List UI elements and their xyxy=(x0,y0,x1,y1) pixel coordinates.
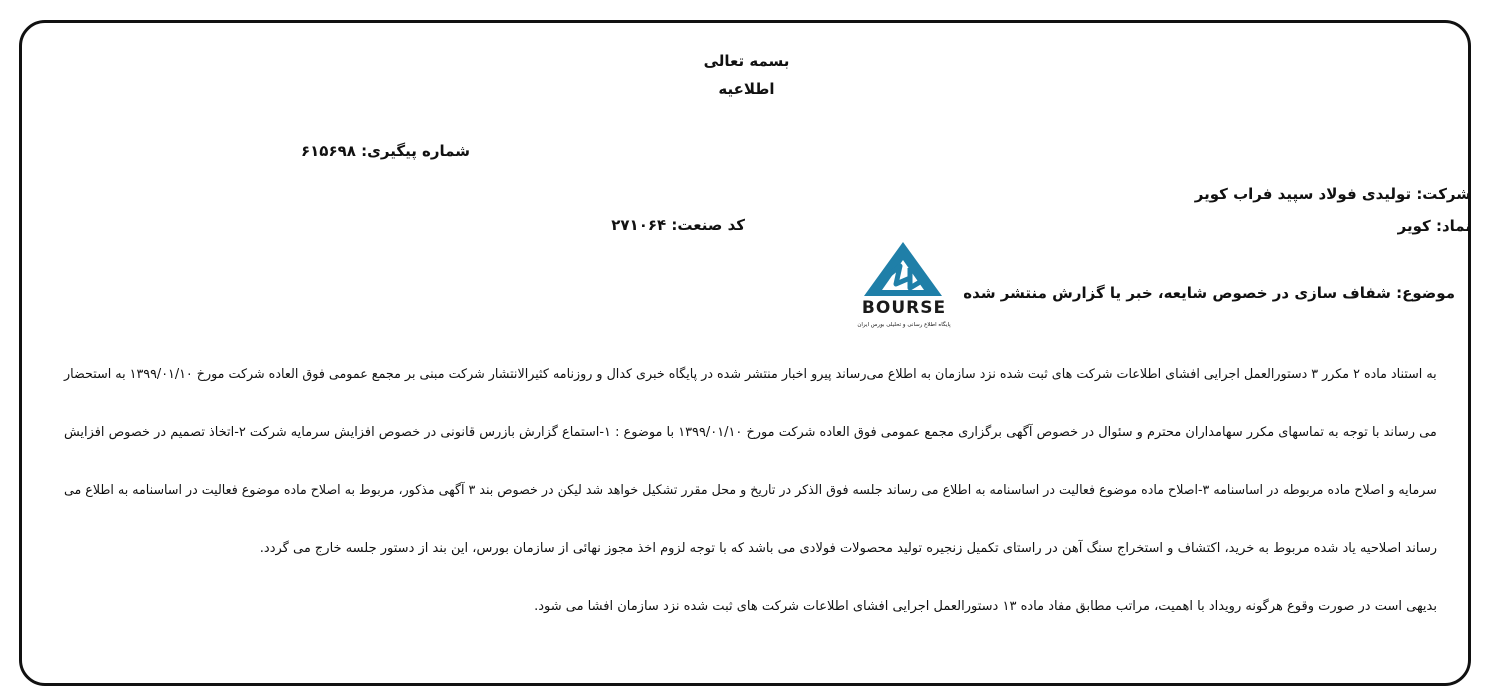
logo-caption: پایگاه اطلاع رسانی و تحلیلی بورس ایران xyxy=(857,322,951,328)
company-row xyxy=(1195,185,1471,203)
body-line-2: می رساند با توجه به تماسهای مکرر سهامداران محترم و سئوال در خصوص آگهی برگزاری مجمع عمومی فوق العاده شرکت مورخ ۱۳۹۹/۰۱/۱۰ با موضوع : ۱-استماع گزارش بازرس قانونی در خصوص افزایش سرمایه شرکت ۲-اتخاذ تصمیم در خصوص افزایش xyxy=(64,425,1437,440)
symbol-row xyxy=(1398,217,1471,235)
industry-code-label: کد صنعت: xyxy=(671,216,745,234)
bourse-logo xyxy=(846,238,964,330)
notice-frame xyxy=(19,20,1471,686)
industry-code-row xyxy=(611,216,745,234)
company-name: تولیدی فولاد سپید فراب کویر xyxy=(1194,185,1412,203)
subject-label: موضوع: xyxy=(1396,284,1455,302)
basmala-heading: بسمه تعالی xyxy=(703,52,790,70)
subject-value: شفاف سازی در خصوص شایعه، خبر یا گزارش منتشر شده xyxy=(963,284,1391,302)
symbol-value: کویر xyxy=(1397,217,1431,235)
body-line-5: بدیهی است در صورت وقوع هرگونه رویداد با اهمیت، مراتب مطابق مفاد ماده ۱۳ دستورالعمل اجرایی افشای اطلاعات شرکت های ثبت شده نزد سازمان افشا می شود. xyxy=(534,599,1437,614)
company-label: شرکت: xyxy=(1416,185,1471,203)
bourse-logo-mark-icon xyxy=(846,238,964,330)
symbol-label: نماد: xyxy=(1435,217,1471,235)
subject-row xyxy=(963,284,1455,302)
body-line-4: رساند اصلاحیه یاد شده مربوط به خرید، اکتشاف و استخراج سنگ آهن در راستای تکمیل زنجیره تولید محصولات فولادی می باشد که با توجه لزوم اخذ مجوز نهائی از سازمان بورس، این بند از دستور جلسه خارج می گردد. xyxy=(259,541,1437,556)
notice-title: اطلاعیه xyxy=(718,80,775,98)
tracking-number xyxy=(301,142,470,160)
body-line-1: به استناد ماده ۲ مکرر ۳ دستورالعمل اجرایی افشای اطلاعات شرکت های ثبت شده نزد سازمان به اطلاع می‌رساند پیرو اخبار منتشر شده در پایگاه خبری کدال و روزنامه کثیرالانتشار شرکت مبنی بر مجمع عمومی فوق العاده شرکت مورخ ۱۳۹۹/۰۱/۱۰ به استحضار xyxy=(64,367,1437,382)
body-line-3: سرمایه و اصلاح ماده مربوطه در اساسنامه ۳-اصلاح ماده موضوع فعالیت در اساسنامه به اطلاع می رساند جلسه فوق الذکر در تاریخ و محل مقرر تشکیل خواهد شد لیکن در خصوص بند ۳ آگهی مذکور، مربوط به اصلاح ماده موضوع فعالیت در اساسنامه به اطلاع می xyxy=(64,483,1437,498)
industry-code-value: ۲۷۱۰۶۴ xyxy=(611,216,667,234)
tracking-value: ۶۱۵۶۹۸ xyxy=(300,142,356,160)
logo-brand-text: BOURSE xyxy=(861,298,947,318)
tracking-label: شماره پیگیری: xyxy=(361,142,470,160)
